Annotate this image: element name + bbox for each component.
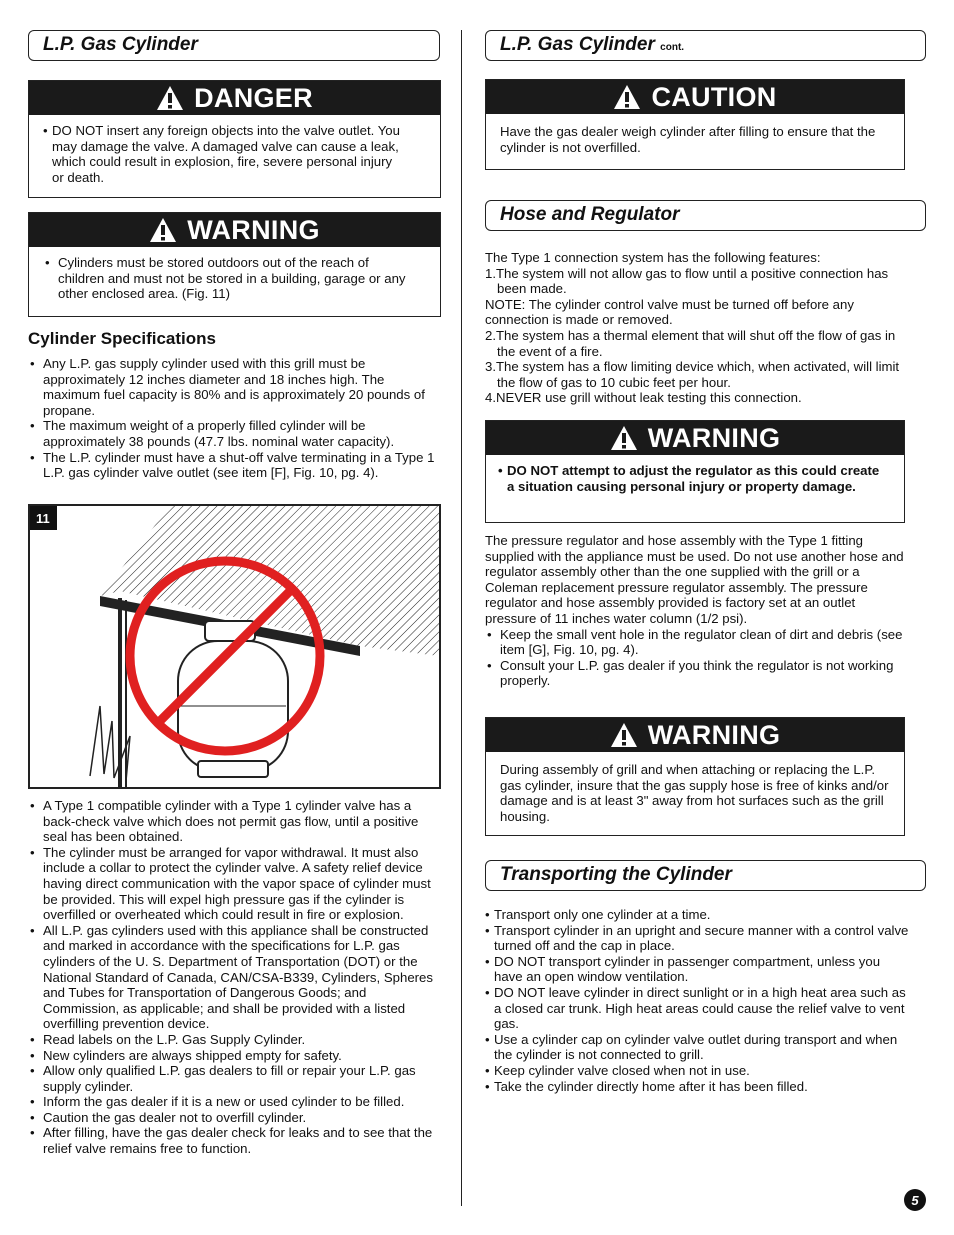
warning-item: • Cylinders must be stored outdoors out of the reach of children and must not be stored in a building, garage or any other enclosed area. (Fig. 11) bbox=[43, 255, 406, 302]
transport-item: • Transport only one cylinder at a time. bbox=[485, 907, 910, 923]
hose-line: 1.The system will not allow gas to flow until a positive connection has been made. bbox=[485, 265, 889, 297]
warning-box-hose bbox=[485, 717, 905, 836]
warning-item: • DO NOT attempt to adjust the regulator as this could create a situation causing personal injury or property damage. bbox=[498, 463, 880, 494]
regulator-paragraph: The pressure regulator and hose assembly with the Type 1 fitting supplied with the appliance must be used. Do not use another hose and regulator assembly other than the one supplied with the grill or a Coleman replacement pressure regulator assembly. The pressure regulator and hose assembly provided is factory set at an outlet pressure of 11 inches water column (1/2 psi). bbox=[485, 533, 904, 626]
transport-item: • Keep cylinder valve closed when not in use. bbox=[485, 1063, 910, 1079]
warning-triangle-icon bbox=[613, 84, 641, 110]
section-heading-lp-gas-cylinder-cont bbox=[485, 30, 926, 61]
spec-item: • The maximum weight of a properly filled cylinder will be approximately 38 pounds (47.7 lbs. nominal water capacity). bbox=[28, 418, 440, 449]
warning-triangle-icon bbox=[156, 85, 184, 111]
warning-text: During assembly of grill and when attaching or replacing the L.P. gas cylinder, insure that the gas supply hose is free of kinks and/or damage and is at least 3" away from hot surfaces such as the grill housing. bbox=[500, 762, 889, 824]
section-heading-text: L.P. Gas Cylinder bbox=[43, 34, 198, 55]
grass-shape bbox=[90, 706, 130, 781]
caution-text: Have the gas dealer weigh cylinder after filling to ensure that the cylinder is not overfilled. bbox=[500, 124, 876, 155]
warning-box-regulator bbox=[485, 420, 905, 523]
cylinder-foot-ring bbox=[198, 761, 268, 777]
figure-11 bbox=[28, 504, 441, 789]
spec-item: • The cylinder must be arranged for vapor withdrawal. It must also include a collar to protect the cylinder valve. A safety relief device having direct communication with the vapor space of cylinder must be provided. This will expel high pressure gas if the cylinder is overfilled or overheated which could result in fire or explosion. bbox=[28, 845, 440, 923]
transport-item: • Transport cylinder in an upright and secure manner with a control valve turned off and the cap in place. bbox=[485, 923, 910, 954]
transport-item: • Take the cylinder directly home after it has been filled. bbox=[485, 1079, 910, 1095]
spec-item: • New cylinders are always shipped empty for safety. bbox=[28, 1048, 440, 1064]
warning-bar bbox=[486, 421, 904, 455]
regulator-bullet: • Keep the small vent hole in the regulator clean of dirt and debris (see item [G], Fig. 10, pg. 4). bbox=[485, 627, 910, 658]
caution-heading: CAUTION bbox=[651, 81, 777, 112]
section-heading-text: Hose and Regulator bbox=[500, 204, 680, 225]
specs-list-top bbox=[28, 356, 440, 481]
section-heading-transporting bbox=[485, 860, 926, 891]
hose-note: NOTE: The cylinder control valve must be turned off before any connection is made or removed. bbox=[485, 296, 854, 328]
caution-box bbox=[485, 79, 905, 170]
spec-item: • Caution the gas dealer not to overfill cylinder. bbox=[28, 1110, 440, 1126]
warning-box-storage bbox=[28, 212, 441, 317]
spec-item: • All L.P. gas cylinders used with this appliance shall be constructed and marked in accordance with the specifications for L.P. gas cylinders of the U. S. Department of Transportation (DOT) or the National Standard of Canada, CAN/CSA-B339, Cylinders, Spheres and Tubes for Transportation of Dangerous Goods; and Commission, as applicable; and shall be provided with a listed overfilling prevention device. bbox=[28, 923, 440, 1032]
transport-item: • Use a cylinder cap on cylinder valve outlet during transport and when the cylinder is not connected to grill. bbox=[485, 1032, 910, 1063]
figure-label: 11 bbox=[30, 506, 57, 530]
section-heading-lp-gas-cylinder bbox=[28, 30, 440, 61]
spec-item: • Inform the gas dealer if it is a new or used cylinder to be filled. bbox=[28, 1094, 440, 1110]
transport-item: • DO NOT leave cylinder in direct sunlight or in a high heat area such as a closed car trunk. High heat areas could cause the relief valve to vent gas. bbox=[485, 985, 910, 1032]
hose-line: 2.The system has a thermal element that will shut off the flow of gas in the event of a fire. bbox=[485, 327, 896, 359]
specs-list-bottom bbox=[28, 798, 440, 1157]
warning-heading: WARNING bbox=[647, 422, 781, 453]
spec-item: • After filling, have the gas dealer check for leaks and to see that the relief valve remains free to function. bbox=[28, 1125, 440, 1156]
caution-bar bbox=[486, 80, 904, 114]
hose-line: The Type 1 connection system has the following features: bbox=[485, 250, 821, 265]
regulator-bullet: • Consult your L.P. gas dealer if you think the regulator is not working properly. bbox=[485, 658, 910, 689]
transport-list bbox=[485, 907, 910, 1094]
section-heading-text: Transporting the Cylinder bbox=[500, 864, 732, 885]
page-number: 5 bbox=[904, 1189, 926, 1211]
warning-triangle-icon bbox=[610, 425, 638, 451]
section-heading-suffix: cont. bbox=[660, 42, 685, 53]
transport-item: • DO NOT transport cylinder in passenger compartment, unless you have an open window ventilation. bbox=[485, 954, 910, 985]
section-heading-hose-regulator bbox=[485, 200, 926, 231]
warning-triangle-icon bbox=[149, 217, 177, 243]
spec-item: • The L.P. cylinder must have a shut-off valve terminating in a Type 1 L.P. gas cylinder valve outlet (see item [F], Fig. 10, pg. 4). bbox=[28, 450, 440, 481]
warning-bar bbox=[29, 213, 440, 247]
spec-item: • A Type 1 compatible cylinder with a Type 1 cylinder valve has a back-check valve which does not permit gas flow, until a positive seal has been obtained. bbox=[28, 798, 440, 845]
danger-bar bbox=[29, 81, 440, 115]
regulator-text bbox=[485, 533, 910, 689]
cylinder-prohibited-illustration bbox=[30, 506, 439, 787]
danger-box bbox=[28, 80, 441, 198]
warning-heading: WARNING bbox=[647, 719, 781, 750]
spec-item: • Read labels on the L.P. Gas Supply Cylinder. bbox=[28, 1032, 440, 1048]
danger-heading: DANGER bbox=[194, 82, 313, 113]
danger-item: • DO NOT insert any foreign objects into the valve outlet. You may damage the valve. A damaged valve can cause a leak, which could result in explosion, fire, severe personal injury or death. bbox=[43, 123, 406, 185]
spec-item: • Allow only qualified L.P. gas dealers to fill or repair your L.P. gas supply cylinder. bbox=[28, 1063, 440, 1094]
cylinder-specifications-heading: Cylinder Specifications bbox=[28, 329, 216, 348]
column-divider bbox=[461, 30, 462, 1206]
spec-item: • Any L.P. gas supply cylinder used with this grill must be approximately 12 inches diameter and 18 inches high. The maximum fuel capacity is 80% and is approximately 20 pounds of propane. bbox=[28, 356, 440, 418]
hose-line: 4.NEVER use grill without leak testing this connection. bbox=[485, 390, 802, 406]
hose-regulator-text bbox=[485, 250, 910, 406]
warning-heading: WARNING bbox=[187, 214, 320, 245]
warning-bar bbox=[486, 718, 904, 752]
section-heading-text: L.P. Gas Cylinder bbox=[500, 34, 655, 55]
hose-line: 3.The system has a flow limiting device which, when activated, will limit the flow of gas to 10 cubic feet per hour. bbox=[485, 359, 900, 390]
warning-triangle-icon bbox=[610, 722, 638, 748]
